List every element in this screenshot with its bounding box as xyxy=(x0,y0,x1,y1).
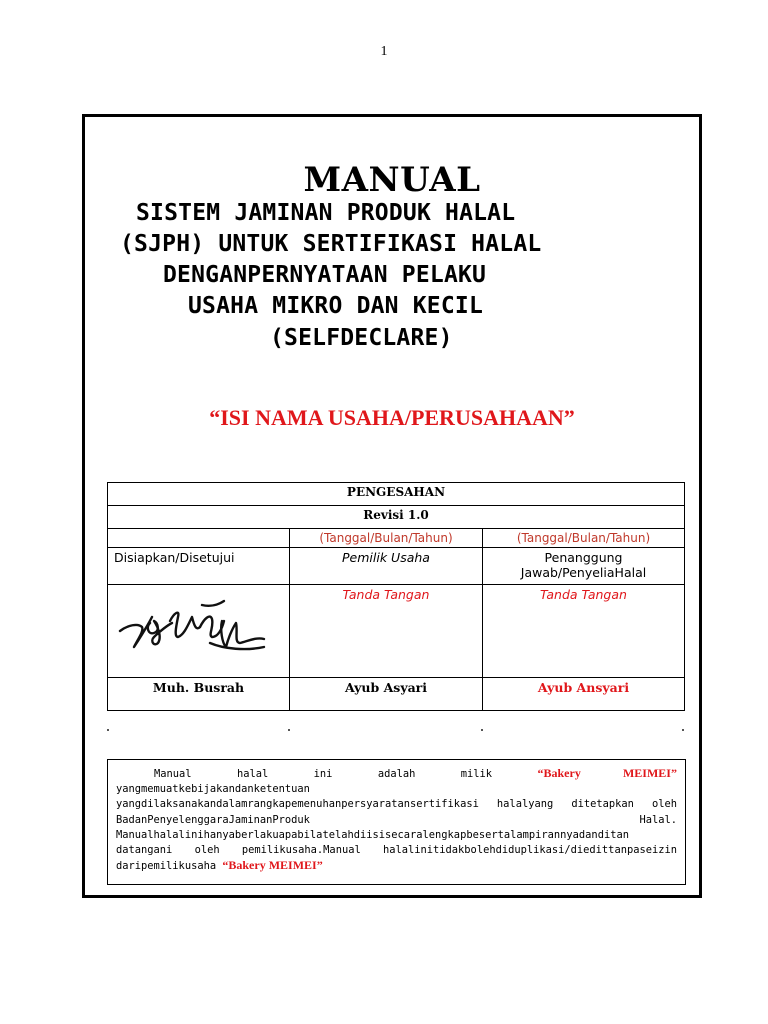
manual-title: MANUAL xyxy=(303,160,481,200)
page-number: 1 xyxy=(380,44,388,59)
owner-role: Pemilik Usaha xyxy=(290,548,483,585)
statement-brand-end: “Bakery MEIMEI” xyxy=(222,858,323,873)
prepared-signature-cell xyxy=(108,585,290,678)
supervisor-signature: Tanda Tangan xyxy=(483,585,685,678)
subtitle-line-2: (SJPH) UNTUK SERTIFIKASI HALAL xyxy=(120,231,542,257)
supervisor-name: Ayub Ansyari xyxy=(483,678,685,711)
statement-body: yangmemuatkebijakandanketentuan yangdilaksanakandalamrangkapemenuhanpersyaratansertifikasi halalyang ditetapkan oleh BadanPenyelenggaraJaminanProduk Halal. Manualhalalinihanyaberlakuapabilatelahdiisisecaralengkapbesertalampirannyadanditan datangani oleh pemilikusaha.Manual halalinitidakbolehdiduplikasi/diedittanpaseizin daripemilikusaha xyxy=(116,783,677,873)
approval-heading: PENGESAHAN xyxy=(108,483,685,506)
supervisor-date: (Tanggal/Bulan/Tahun) xyxy=(483,529,685,548)
business-name: “ISI NAMA USAHA/PERUSAHAAN” xyxy=(209,405,575,430)
statement-brand: “Bakery MEIMEI” xyxy=(537,766,677,780)
table-corner-dot xyxy=(288,729,290,731)
prepared-role: Disiapkan/Disetujui xyxy=(108,548,290,585)
prepared-name: Muh. Busrah xyxy=(108,678,290,711)
owner-date: (Tanggal/Bulan/Tahun) xyxy=(290,529,483,548)
statement-intro: Manual halal ini adalah milik xyxy=(154,768,493,780)
revision-label: Revisi 1.0 xyxy=(108,506,685,529)
ownership-statement xyxy=(107,759,686,885)
owner-name: Ayub Asyari xyxy=(290,678,483,711)
table-corner-dot xyxy=(682,729,684,731)
table-corner-dot xyxy=(481,729,483,731)
handwritten-signature xyxy=(114,587,282,663)
empty-date-cell xyxy=(108,529,290,548)
owner-signature: Tanda Tangan xyxy=(290,585,483,678)
supervisor-role: Penanggung Jawab/PenyeliaHalal xyxy=(483,548,685,585)
subtitle-line-5: (SELFDECLARE) xyxy=(270,325,453,351)
subtitle-line-3: DENGANPERNYATAAN PELAKU xyxy=(163,262,487,288)
subtitle-line-4: USAHA MIKRO DAN KECIL xyxy=(188,293,483,319)
approval-table xyxy=(107,482,685,711)
subtitle-line-1: SISTEM JAMINAN PRODUK HALAL xyxy=(136,200,516,226)
table-corner-dot xyxy=(107,729,109,731)
